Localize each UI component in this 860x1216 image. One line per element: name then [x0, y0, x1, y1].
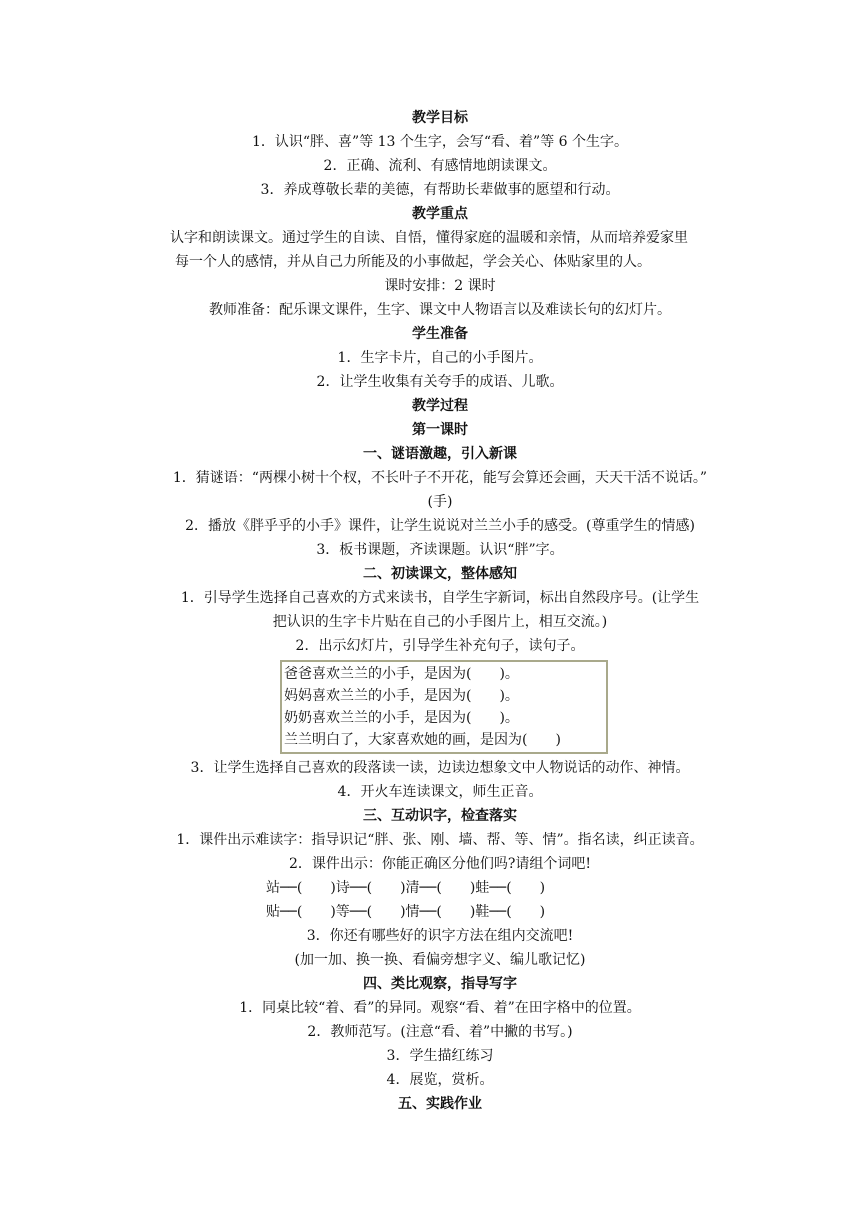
section-item: (手) [427, 494, 453, 510]
goal-item: 2．正确、流利、有感情地朗读课文。 [323, 158, 557, 174]
section-item: 2．播放《胖乎乎的小手》课件，让学生说说对兰兰小手的感受。(尊重学生的情感) [185, 518, 695, 534]
section-item: 3．你还有哪些好的识字方法在组内交流吧! [306, 928, 574, 944]
section-item: 2．出示幻灯片，引导学生补充句子，读句子。 [295, 638, 585, 654]
sentence-row: 爸爸喜欢兰兰的小手，是因为( )。 [284, 666, 519, 682]
section-item: 1．课件出示难读字：指导识记“胖、张、刚、墙、帮、等、情”。指名读，纠正读音。 [176, 832, 704, 848]
heading-first-lesson: 第一课时 [412, 422, 468, 438]
section-title: 四、类比观察，指导写字 [363, 976, 517, 992]
section-item: 1．猜谜语：“两棵小树十个杈，不长叶子不开花，能写会算还会画，天天干活不说话。” [172, 470, 708, 486]
section-item: 3．学生描红练习 [386, 1048, 494, 1064]
sentence-row: 兰兰明白了，大家喜欢她的画，是因为( ) [284, 732, 561, 748]
sentence-row: 奶奶喜欢兰兰的小手，是因为( )。 [284, 710, 519, 726]
section-title: 五、实践作业 [398, 1096, 482, 1112]
goal-item: 3．养成尊敬长辈的美德，有帮助长辈做事的愿望和行动。 [260, 182, 620, 198]
heading-goals: 教学目标 [412, 110, 468, 126]
section-title: 一、谜语激趣，引入新课 [363, 446, 517, 462]
student-prep-item: 1．生字卡片，自己的小手图片。 [337, 350, 543, 366]
section-item: 4．展览，赏析。 [386, 1072, 494, 1088]
section-title: 二、初读课文，整体感知 [363, 566, 517, 582]
section-item: 3．让学生选择自己喜欢的段落读一读，边读边想象文中人物说话的动作、神情。 [190, 760, 690, 776]
goal-item: 1．认识“胖、喜”等 13 个生字，会写“看、着”等 6 个生字。 [251, 134, 629, 150]
heading-key-points: 教学重点 [412, 206, 468, 222]
sentence-row: 妈妈喜欢兰兰的小手，是因为( )。 [284, 688, 519, 704]
section-item: 2．课件出示：你能正确区分他们吗?请组个词吧! [288, 856, 592, 872]
student-prep-item: 2．让学生收集有关夸手的成语、儿歌。 [316, 374, 564, 390]
section-item: 2．教师范写。(注意“看、着”中撇的书写。) [307, 1024, 573, 1040]
section-item: 1．同桌比较“着、看”的异同。观察“看、着”在田字格中的位置。 [239, 1000, 641, 1016]
heading-process: 教学过程 [412, 398, 468, 414]
section-item: 把认识的生字卡片贴在自己的小手图片上，相互交流。) [272, 614, 608, 630]
section-item: 1．引导学生选择自己喜欢的方式来读书，自学生字新词，标出自然段序号。(让学生 [180, 590, 700, 606]
word-exercise-row: 站──( )诗──( )清──( )蛙──( ) [266, 880, 546, 896]
section-item: 3．板书课题，齐读课题。认识“胖”字。 [316, 542, 564, 558]
section-item: 4．开火车连读课文，师生正音。 [337, 784, 543, 800]
key-points-line: 认字和朗读课文。通过学生的自读、自悟，懂得家庭的温暖和亲情，从而培养爱家里 [170, 230, 688, 246]
key-points-line: 每一个人的感情，并从自己力所能及的小事做起，学会关心、体贴家里的人。 [175, 254, 651, 270]
heading-student-prep: 学生准备 [412, 326, 468, 342]
slide-sentence-box [280, 660, 608, 754]
teacher-prep: 教师准备：配乐课文课件，生字、课文中人物语言以及难读长句的幻灯片。 [209, 302, 671, 318]
document-page [150, 106, 730, 1116]
word-exercise-row: 贴──( )等──( )情──( )鞋──( ) [266, 904, 546, 920]
section-item-note: (加一加、换一换、看偏旁想字义、编儿歌记忆) [294, 952, 586, 968]
section-title: 三、互动识字，检查落实 [363, 808, 517, 824]
schedule: 课时安排：2 课时 [384, 278, 496, 294]
